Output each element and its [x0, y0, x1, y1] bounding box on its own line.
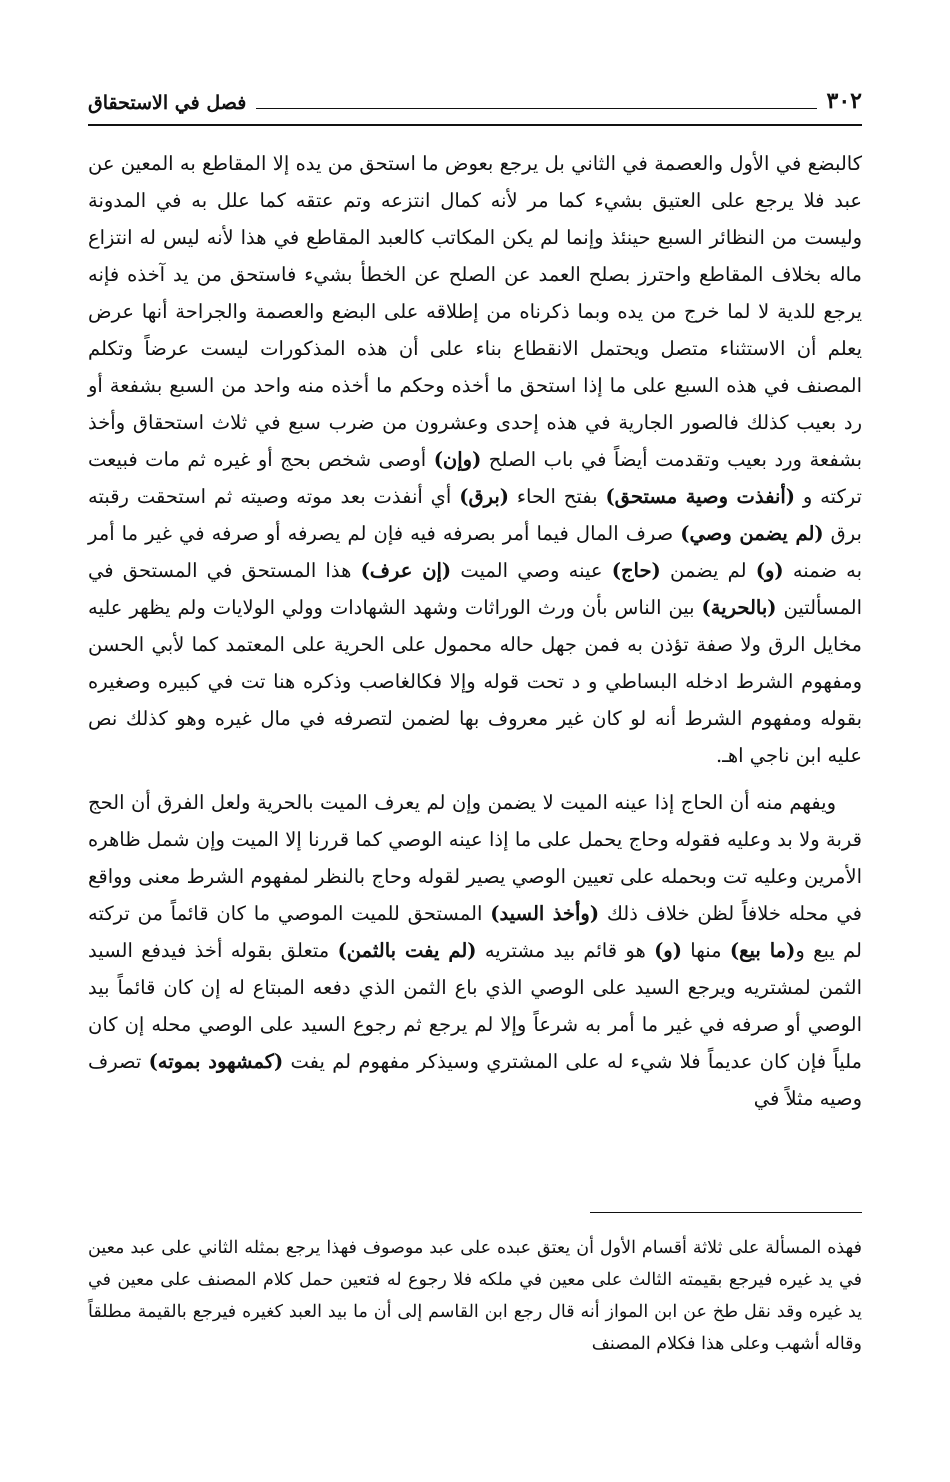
matn-phrase: (ما بيع): [729, 939, 796, 962]
text-run: أوصى شخص بحج أو غيره ثم مات فبيعت تركته و: [88, 448, 862, 508]
matn-phrase: (و): [755, 559, 784, 582]
text-run: لم يضمن: [669, 559, 747, 582]
text-run: المستحق للميت الموصي ما كان قائماً من تركته لم يبع و: [88, 902, 862, 962]
section-title: فصل في الاستحقاق: [88, 92, 247, 114]
header-leader-line: [256, 108, 816, 109]
matn-phrase: (كمشهود بموته): [148, 1050, 284, 1073]
matn-phrase: (حاج): [611, 559, 661, 582]
matn-phrase: (وأخذ السيد): [490, 902, 600, 925]
footnote: [88, 1232, 862, 1360]
text-run: أي أنفذت بعد موته وصيته ثم استحقت رقبته برق: [88, 485, 862, 545]
text-run: كالبضع في الأول والعصمة في الثاني بل يرجع بعوض ما استحق من يده إلا المقاطع به المعين عن عبد فلا يرجع على العتيق بشيء كما مر لأنه كمال انتزعه وتم عتقه كما علل به في المدونة وليست من النظائر السبع حينئذ وإنما لم يكن المكاتب كالعبد المقاطع في هذا لأنه ليس له انتزاع ماله بخلاف المقاطع واحترز بصلح العمد عن الصلح عن الخطأ بشيء فاستحق من يد آخذه فإنه يرجع للدية لا لما خرج من يده وبما ذكرناه من إطلاقه على البضع والعصمة والجراحة أنها عرض يعلم أن الاستثناء متصل ويحتمل الانقطاع بناء على أن هذه المذكورات ليست عرضاً وتكلم المصنف في هذه السبع على ما إذا استحق ما أخذه وحكم ما أخذه منه واحد من السبع بشفعة أو رد بعيب كذلك فالصور الجارية في هذه إحدى وعشرون من ضرب سبع في ثلاث استحقاق وأخذ بشفعة ورد بعيب وتقدمت أيضاً في باب الصلح: [88, 152, 863, 471]
text-run: منها: [690, 939, 722, 962]
header-rule: [88, 124, 862, 126]
main-text: [88, 145, 862, 1117]
text-run: تصرف وصيه مثلاً في: [88, 1050, 862, 1110]
matn-phrase: (أنفذت وصية مستحق): [605, 485, 796, 508]
matn-phrase: (بالحرية): [701, 596, 777, 619]
text-run: بين الناس بأن ورث الوراثات وشهد الشهادات وولي الولايات ولم يظهر عليه مخايل الرق ولا صفة تؤذن به فمن جهل حاله محمول على الحرية على المعتمد كما لأبي الحسن ومفهوم الشرط ادخله البساطي و د تحت قوله وإلا فكالغاصب وذكره هنا تت في كبيره وصغيره بقوله ومفهوم الشرط أنه لو كان غير معروف بها لضمن لتصرفه في مال غيره وهو كذلك نص عليه ابن ناجي اهـ.: [88, 596, 862, 767]
text-run: صرف المال فيما أمر بصرفه فيه فإن لم يصرفه أو صرفه في غير ما أمر به ضمنه: [88, 522, 863, 582]
text-run: هذا المستحق في المستحق في المسألتين: [88, 559, 862, 619]
matn-phrase: (برق): [459, 485, 509, 508]
matn-phrase: (إن عرف): [360, 559, 452, 582]
running-header: [88, 84, 862, 114]
text-run: هو قائم بيد مشتريه: [484, 939, 646, 962]
matn-phrase: (و): [654, 939, 682, 962]
paragraph-2: [88, 784, 862, 1117]
text-run: متعلق بقوله أخذ فيدفع السيد الثمن لمشتريه ويرجع السيد على الوصي الذي باع الثمن الذي دفعه المبتاع له إن كان قائماً بيد الوصي أو صرفه في غير ما أمر به شرعاً وإلا لم يرجع ثم رجوع السيد على الوصي محله إن كان ملياً فإن كان عديماً فلا شيء له على المشتري وسيذكر مفهوم لم يفت: [88, 939, 863, 1073]
matn-phrase: (لم يفت بالثمن): [337, 939, 477, 962]
matn-phrase: (وإن): [433, 448, 482, 471]
footnote-separator: [590, 1212, 862, 1213]
paragraph-1: [88, 145, 862, 774]
page-number: ٣٠٢: [826, 88, 862, 114]
text-run: عينه وصي الميت: [460, 559, 603, 582]
text-run: بفتح الحاء: [516, 485, 598, 508]
text-run: ويفهم منه أن الحاج إذا عينه الميت لا يضمن وإن لم يعرف الميت بالحرية ولعل الفرق أن الحج قربة ولا بد وعليه فقوله وحاج يحمل على ما إذا عينه الوصي كما قررنا إلا الميت وإن شمل ظاهره الأمرين وعليه تت وبحمله على تعيين الوصي يصير لقوله وحاج بالنظر لمفهوم الشرط معنى وواقع في محله خلافاً لظن خلاف ذلك: [88, 791, 862, 925]
matn-phrase: (لم يضمن وصي): [680, 522, 824, 545]
footnote-text: فهذه المسألة على ثلاثة أقسام الأول أن يعتق عبده على عبد موصوف فهذا يرجع بمثله الثاني على عبد معين في يد غيره فيرجع بقيمته الثالث على معين في ملكه فلا رجوع له فتعين حمل كلام المصنف على معين في يد غيره وقد نقل طخ عن ابن المواز أنه قال رجع ابن القاسم إلى أن ما بيد العبد كغيره فيرجع بالقيمة مطلقاً وقاله أشهب وعلى هذا فكلام المصنف: [88, 1238, 862, 1354]
